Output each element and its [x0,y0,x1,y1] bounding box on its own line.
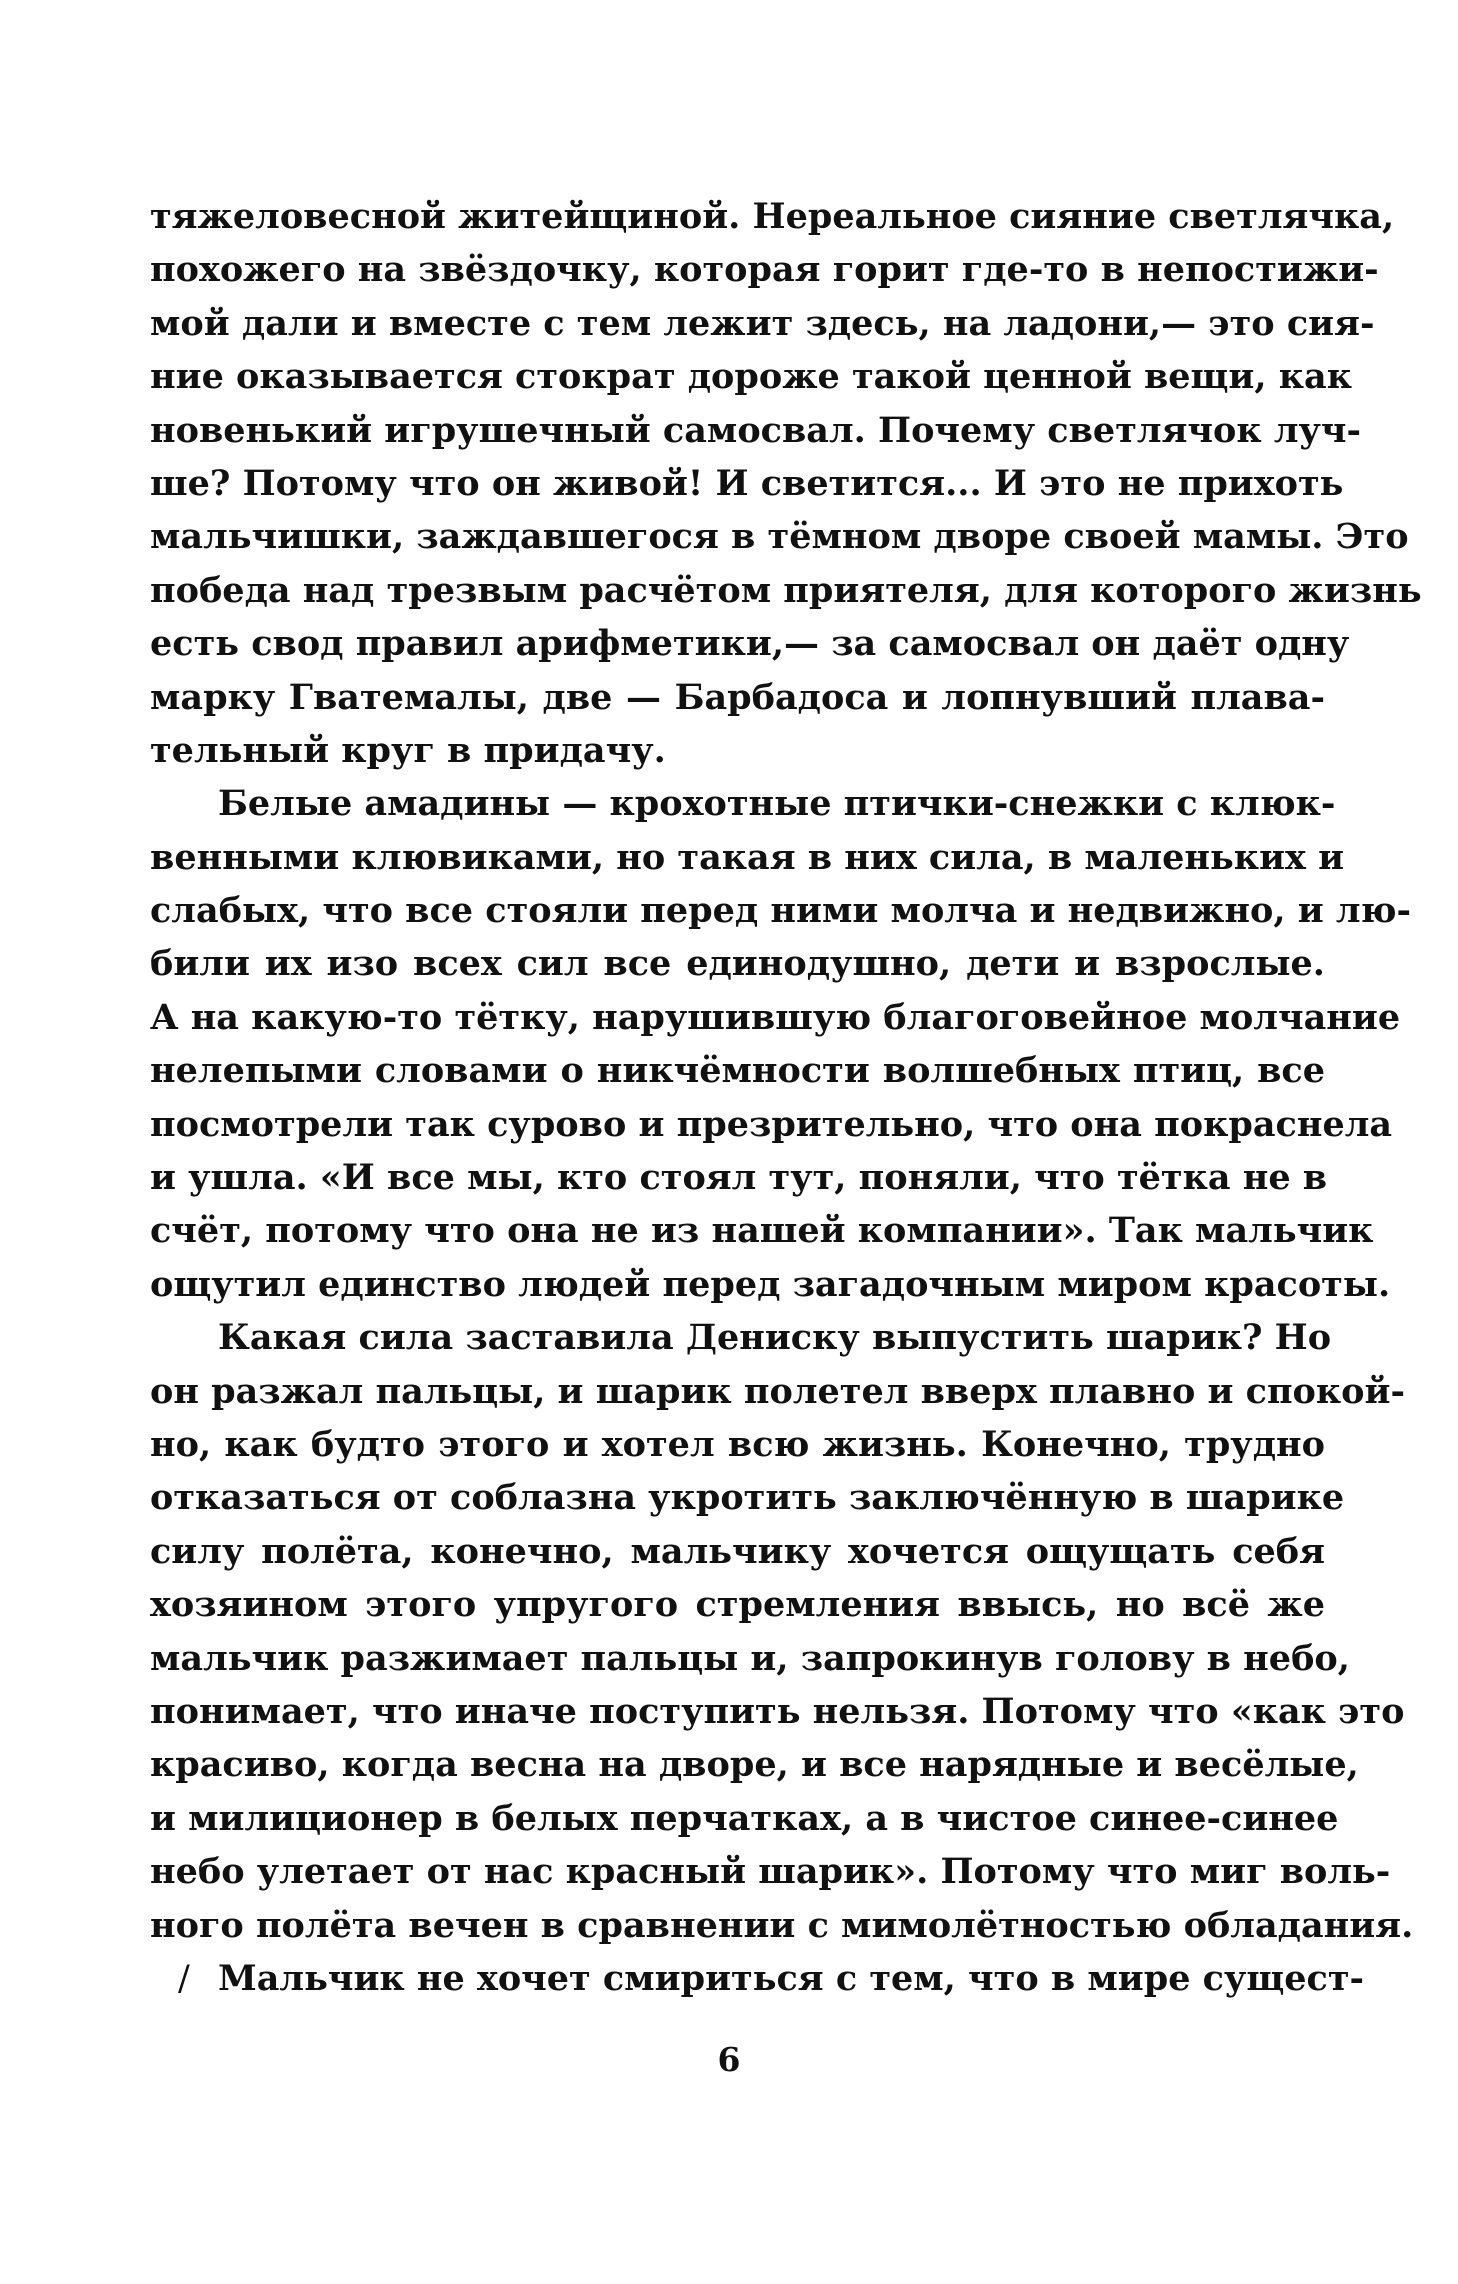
line-text: мальчик разжимает пальцы и, запрокинув голову в небо, [150,1637,1350,1679]
text-line [150,1418,1325,1471]
line-text: мой дали и вместе с тем лежит здесь, на ладони,— это сия- [150,302,1375,344]
text-line [150,884,1411,937]
line-text: венными клювиками, но такая в них сила, в маленьких и [150,836,1345,878]
text-line [150,1685,1405,1738]
page-number: 6 [717,2040,741,2079]
line-text: отказаться от соблазна укротить заключённую в шарике [150,1477,1345,1519]
line-text: красиво, когда весна на дворе, и все нарядные и весёлые, [150,1744,1359,1786]
text-line [150,1899,1414,1952]
paragraph [150,190,1422,777]
text-line [150,1044,1325,1097]
line-text: хозяином этого упругого стремления ввысь, но всё же [150,1584,1325,1626]
text-line [150,1365,1406,1418]
text-line [150,297,1375,350]
text-line [150,190,1395,243]
text-line [150,1525,1325,1578]
line-text: А на какую-то тётку, нарушившую благоговейное молчание [150,996,1401,1038]
text-line [150,617,1350,670]
text-line [150,404,1362,457]
line-text: били их изо всех сил все единодушно, дети и взрослые. [150,943,1325,985]
line-text: победа над трезвым расчётом приятеля, для которого жизнь [150,569,1422,611]
text-line [150,510,1409,563]
body-text [150,190,1422,2005]
line-text: Белые амадины — крохотные птички-снежки с клюк- [218,783,1336,825]
text-line [150,937,1325,990]
text-line [150,350,1352,403]
line-text: силу полёта, конечно, мальчику хочется ощущать себя [150,1530,1325,1572]
text-line [150,564,1422,617]
text-line [150,1258,1391,1311]
text-line [150,1738,1359,1791]
text-line [150,1098,1393,1151]
text-line [150,671,1325,724]
line-text: новенький игрушечный самосвал. Почему светлячок луч- [150,409,1362,451]
line-text: нелепыми словами о никчёмности волшебных птиц, все [150,1050,1325,1092]
line-text: посмотрели так сурово и презрительно, что она покраснела [150,1103,1393,1145]
line-text: ного полёта вечен в сравнении с мимолётностью обладания. [150,1904,1414,1946]
text-line [150,457,1344,510]
line-text: тяжеловесной житейщиной. Нереальное сияние светлячка, [150,196,1395,237]
text-line [150,777,1336,830]
line-text: понимает, что иначе поступить нельзя. Потому что «как это [150,1690,1405,1732]
text-line [150,1632,1350,1685]
paragraph [150,1952,1365,2005]
line-text: счёт, потому что она не из нашей компании». Так мальчик [150,1210,1374,1252]
line-text: но, как будто этого и хотел всю жизнь. Конечно, трудно [150,1423,1325,1465]
text-line [150,1792,1339,1845]
line-text: он разжал пальцы, и шарик полетел вверх плавно и спокой- [150,1370,1406,1412]
text-line [150,243,1379,296]
line-text: похожего на звёздочку, которая горит где-то в непостижи- [150,249,1379,291]
paragraph [150,1311,1414,1952]
text-line [150,831,1345,884]
text-line [150,1151,1328,1204]
text-line [150,1952,1365,2005]
line-text: слабых, что все стояли перед ними молча и недвижно, и лю- [150,890,1411,932]
handwritten-mark: / [178,1958,190,1999]
line-text: небо улетает от нас красный шарик». Потому что миг воль- [150,1851,1391,1893]
line-text: ше? Потому что он живой! И светится... И это не прихоть [150,462,1344,504]
line-text: мальчишки, заждавшегося в тёмном дворе своей мамы. Это [150,516,1409,558]
text-line [150,1471,1345,1524]
line-text: Какая сила заставила Дениску выпустить шарик? Но [218,1317,1332,1359]
line-text: и милиционер в белых перчатках, а в чистое синее-синее [150,1797,1339,1839]
line-text: марку Гватемалы, две — Барбадоса и лопнувший плава- [150,676,1325,718]
text-line [150,1311,1332,1364]
line-text: тельный круг в придачу. [150,729,666,771]
line-text: есть свод правил арифметики,— за самосвал он даёт одну [150,623,1350,665]
line-text: ние оказывается стократ дороже такой ценной вещи, как [150,356,1352,398]
line-text: ощутил единство людей перед загадочным миром красоты. [150,1263,1391,1305]
paragraph [150,777,1411,1311]
text-line [150,724,1325,777]
line-text: и ушла. «И все мы, кто стоял тут, поняли, что тётка не в [150,1157,1328,1199]
line-text: Мальчик не хочет смириться с тем, что в мире сущест- [218,1957,1365,1999]
text-line [150,1845,1391,1898]
text-line [150,991,1401,1044]
text-line [150,1204,1374,1257]
text-line [150,1578,1325,1631]
